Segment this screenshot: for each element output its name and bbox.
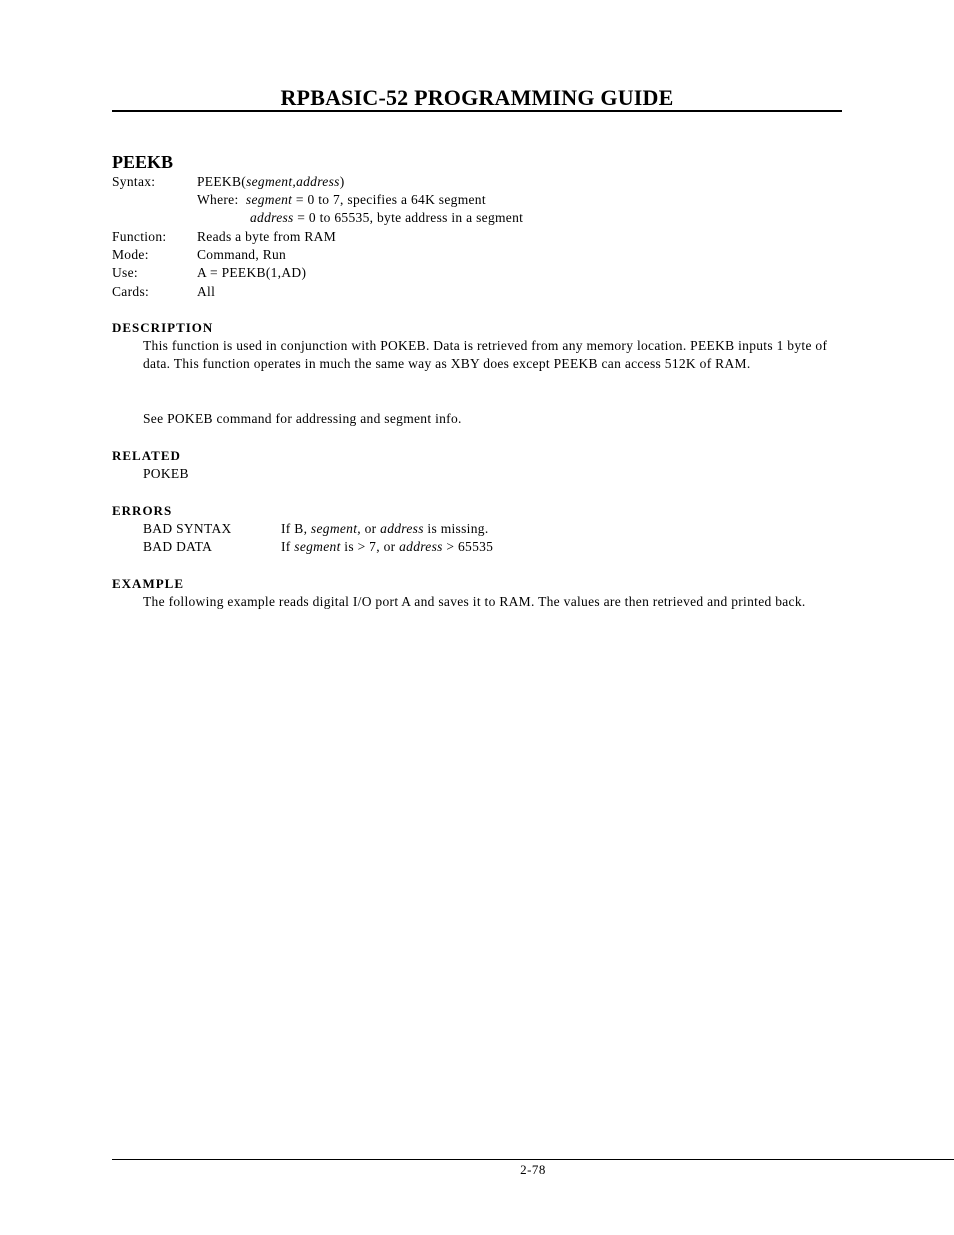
function-label: Function:	[112, 229, 167, 244]
where-address-line: address = 0 to 65535, byte address in a segment	[250, 210, 524, 225]
description-see-also: See POKEB command for addressing and segment info.	[143, 411, 462, 426]
page-number: 2-78	[520, 1162, 546, 1177]
mode-label: Mode:	[112, 247, 149, 262]
related-heading: RELATED	[112, 448, 181, 463]
use-value: A = PEEKB(1,AD)	[197, 265, 307, 280]
related-value: POKEB	[143, 466, 189, 481]
error-desc-bad-data: If segment is > 7, or address > 65535	[281, 539, 494, 554]
mode-value: Command, Run	[197, 247, 287, 262]
error-code-bad-syntax: BAD SYNTAX	[143, 521, 232, 536]
error-desc-bad-syntax: If B, segment, or address is missing.	[281, 521, 489, 536]
cards-value: All	[197, 284, 216, 299]
example-paragraph: The following example reads digital I/O port A and saves it to RAM. The values are then retrieved and printed back.	[143, 594, 806, 609]
description-paragraph: This function is used in conjunction with POKEB. Data is retrieved from any memory location. PEEKB inputs 1 byte of data. This function operates in much the same way as XBY does except PEEKB can access 512K of RAM.	[143, 338, 828, 372]
example-heading: EXAMPLE	[112, 576, 184, 591]
command-name-heading: PEEKB	[112, 152, 174, 172]
errors-heading: ERRORS	[112, 503, 173, 518]
footer-rule	[112, 1159, 954, 1160]
page-header-title: RPBASIC-52 PROGRAMMING GUIDE	[280, 85, 674, 110]
syntax-label: Syntax:	[112, 174, 156, 189]
header-rule	[112, 110, 842, 112]
where-segment-line: Where: segment = 0 to 7, specifies a 64K segment	[197, 192, 486, 207]
function-value: Reads a byte from RAM	[197, 229, 337, 244]
description-heading: DESCRIPTION	[112, 320, 214, 335]
cards-label: Cards:	[112, 284, 150, 299]
use-label: Use:	[112, 265, 138, 280]
syntax-value: PEEKB(segment,address)	[197, 174, 345, 189]
error-code-bad-data: BAD DATA	[143, 539, 213, 554]
